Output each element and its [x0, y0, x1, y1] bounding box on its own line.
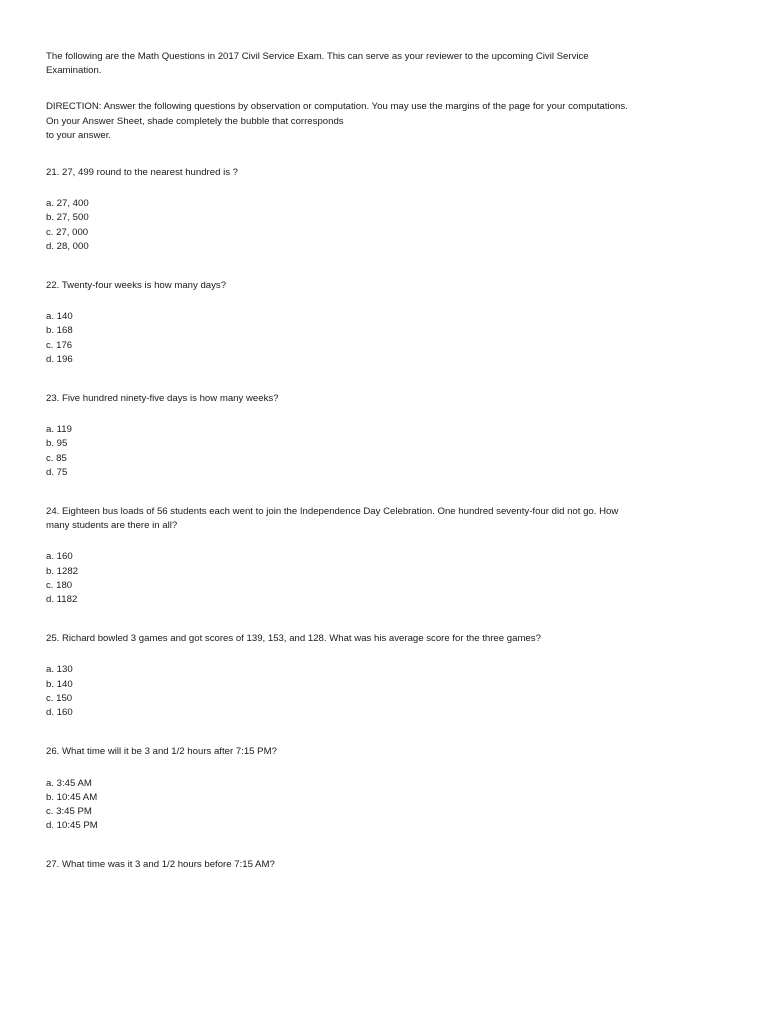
choice-c: c. 150: [46, 692, 73, 704]
question-text: [46, 279, 726, 293]
question-text-line: 21. 27, 499 round to the nearest hundred is ?: [46, 167, 239, 179]
choice-d: d. 196: [46, 353, 73, 365]
choice-d: d. 28, 000: [46, 240, 89, 252]
question-text-line: many students are there in all?: [46, 520, 178, 532]
choice-list: [46, 550, 726, 607]
choice-b: b. 140: [46, 678, 73, 690]
choice-d: d. 160: [46, 707, 73, 719]
choice-d: d. 75: [46, 466, 68, 478]
choice-c: c. 180: [46, 579, 73, 591]
choice-list: [46, 777, 726, 834]
choice-d: d. 1182: [46, 594, 78, 606]
question-text: [46, 392, 726, 406]
choice-d: d. 10:45 PM: [46, 820, 98, 832]
choice-b: b. 95: [46, 438, 68, 450]
intro-line: The following are the Math Questions in 2017 Civil Service Exam. This can serve as your reviewer to the upcoming Civil Service: [46, 51, 589, 62]
intro-paragraph: [46, 50, 726, 78]
document-page: [46, 50, 726, 894]
choice-b: b. 10:45 AM: [46, 791, 98, 803]
choice-a: a. 160: [46, 551, 73, 563]
question-text-line: 26. What time will it be 3 and 1/2 hours after 7:15 PM?: [46, 746, 277, 758]
choice-a: a. 119: [46, 424, 72, 436]
choice-c: c. 3:45 PM: [46, 805, 92, 817]
question-22: [46, 279, 726, 367]
choice-b: b. 168: [46, 325, 73, 337]
question-text: [46, 745, 726, 759]
choice-a: a. 140: [46, 311, 73, 323]
question-21: [46, 166, 726, 254]
choice-list: [46, 663, 726, 720]
direction-paragraph: [46, 100, 726, 143]
question-23: [46, 392, 726, 480]
question-text-line: 27. What time was it 3 and 1/2 hours before 7:15 AM?: [46, 859, 275, 871]
question-26: [46, 745, 726, 833]
choice-a: a. 27, 400: [46, 198, 89, 210]
question-text: [46, 505, 726, 533]
choice-list: [46, 423, 726, 480]
question-text-line: 25. Richard bowled 3 games and got scores of 139, 153, and 128. What was his average score for the three games?: [46, 633, 541, 645]
choice-list: [46, 197, 726, 254]
question-27: [46, 858, 726, 872]
question-text-line: 22. Twenty-four weeks is how many days?: [46, 280, 227, 292]
question-text: [46, 858, 726, 872]
choice-b: b. 1282: [46, 565, 79, 577]
direction-line: to your answer.: [46, 129, 112, 141]
choice-list: [46, 310, 726, 367]
question-24: [46, 505, 726, 607]
choice-c: c. 27, 000: [46, 226, 89, 238]
choice-a: a. 130: [46, 664, 73, 676]
choice-c: c. 85: [46, 452, 67, 464]
choice-a: a. 3:45 AM: [46, 777, 92, 789]
intro-line: Examination.: [46, 65, 102, 77]
question-text-line: 24. Eighteen bus loads of 56 students each went to join the Independence Day Celebration. One hundred seventy-four did not go. How: [46, 506, 619, 518]
question-text: [46, 166, 726, 180]
question-text-line: 23. Five hundred ninety-five days is how many weeks?: [46, 393, 279, 405]
choice-b: b. 27, 500: [46, 212, 89, 224]
direction-line: DIRECTION: Answer the following questions by observation or computation. You may use the margins of the page for your computations.: [46, 101, 628, 113]
direction-line: On your Answer Sheet, shade completely the bubble that corresponds: [46, 115, 344, 127]
question-25: [46, 632, 726, 720]
question-text: [46, 632, 726, 646]
choice-c: c. 176: [46, 339, 73, 351]
